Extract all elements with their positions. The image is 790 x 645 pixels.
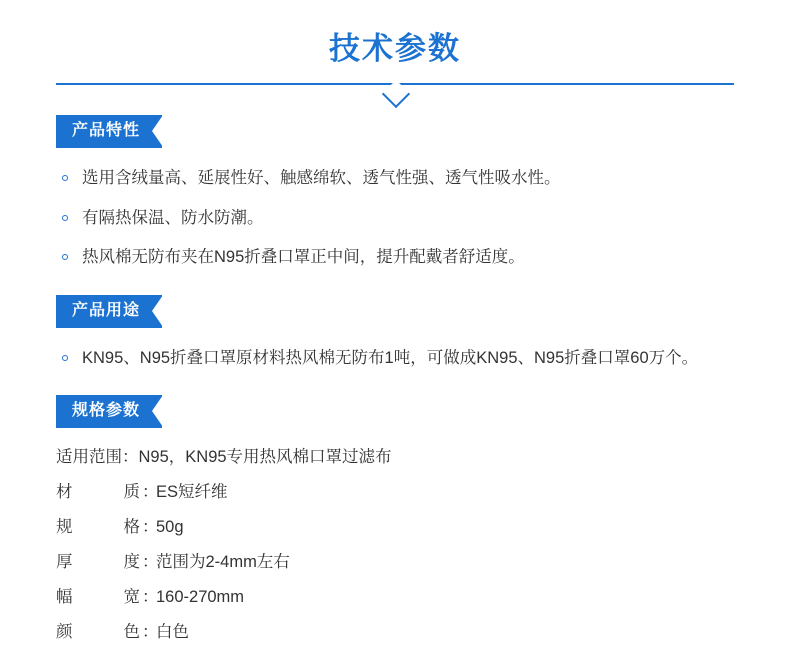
section-tag-product-usage: 产品用途 [56, 295, 162, 328]
spec-colon: ： [142, 483, 159, 502]
spec-label-char-1: 幅 [56, 588, 73, 607]
list-item [56, 166, 750, 192]
spec-value: 范围为2-4mm左右 [156, 553, 290, 572]
list-item-text: 选用含绒量高、延展性好、触感绵软、透气性强、透气性吸水性。 [82, 169, 561, 188]
usage-list [56, 346, 750, 372]
spec-value: 160-270mm [156, 588, 245, 607]
spec-colon: ： [142, 518, 159, 537]
page-header [0, 0, 790, 105]
section-specifications [56, 395, 750, 645]
spec-label-char-2: 色 [123, 623, 140, 642]
spec-label-char-1: 规 [56, 518, 73, 537]
spec-label-char-1: 厚 [56, 553, 73, 572]
spec-row-color [56, 621, 750, 645]
spec-list [56, 446, 750, 645]
spec-colon: ： [142, 553, 159, 572]
section-product-usage [56, 295, 750, 372]
spec-row-thickness [56, 551, 750, 575]
bullet-circle-icon [62, 355, 68, 361]
spec-row-material [56, 481, 750, 505]
spec-label-char-2: 质 [123, 483, 140, 502]
spec-scope: 适用范围：N95，KN95专用热风棉口罩过滤布 [56, 448, 392, 467]
spec-value: ES短纤维 [156, 483, 228, 502]
spec-label [56, 586, 142, 610]
spec-label [56, 516, 142, 540]
section-product-features [56, 115, 750, 271]
spacer [0, 285, 790, 295]
list-item-text: KN95、N95折叠口罩原材料热风棉无防布1吨，可做成KN95、N95折叠口罩60万个。 [82, 348, 699, 367]
list-item-text: 有隔热保温、防水防潮。 [82, 208, 264, 227]
bullet-circle-icon [62, 175, 68, 181]
list-item [56, 206, 750, 232]
spec-label-char-2: 度 [123, 553, 140, 572]
spec-label-char-2: 宽 [123, 588, 140, 607]
spec-value: 50g [156, 518, 184, 537]
section-tag-product-features: 产品特性 [56, 115, 162, 148]
bullet-circle-icon [62, 254, 68, 260]
spec-colon: ： [142, 623, 159, 642]
spec-row-spec [56, 516, 750, 540]
bullet-circle-icon [62, 215, 68, 221]
section-tag-specifications: 规格参数 [56, 395, 162, 428]
spec-label [56, 481, 142, 505]
spec-colon: ： [142, 588, 159, 607]
spec-row-width [56, 586, 750, 610]
spec-label [56, 621, 142, 645]
spec-label-char-1: 颜 [56, 623, 73, 642]
spacer [0, 385, 790, 395]
spec-label-char-1: 材 [56, 483, 73, 502]
header-divider [0, 83, 790, 105]
list-item-text: 热风棉无防布夹在N95折叠口罩正中间，提升配戴者舒适度。 [82, 248, 525, 267]
feature-list [56, 166, 750, 271]
spec-value: 白色 [156, 623, 189, 642]
page-title: 技术参数 [329, 31, 461, 66]
list-item [56, 346, 750, 372]
list-item [56, 245, 750, 271]
spec-label-char-2: 格 [123, 518, 140, 537]
spec-label [56, 551, 142, 575]
